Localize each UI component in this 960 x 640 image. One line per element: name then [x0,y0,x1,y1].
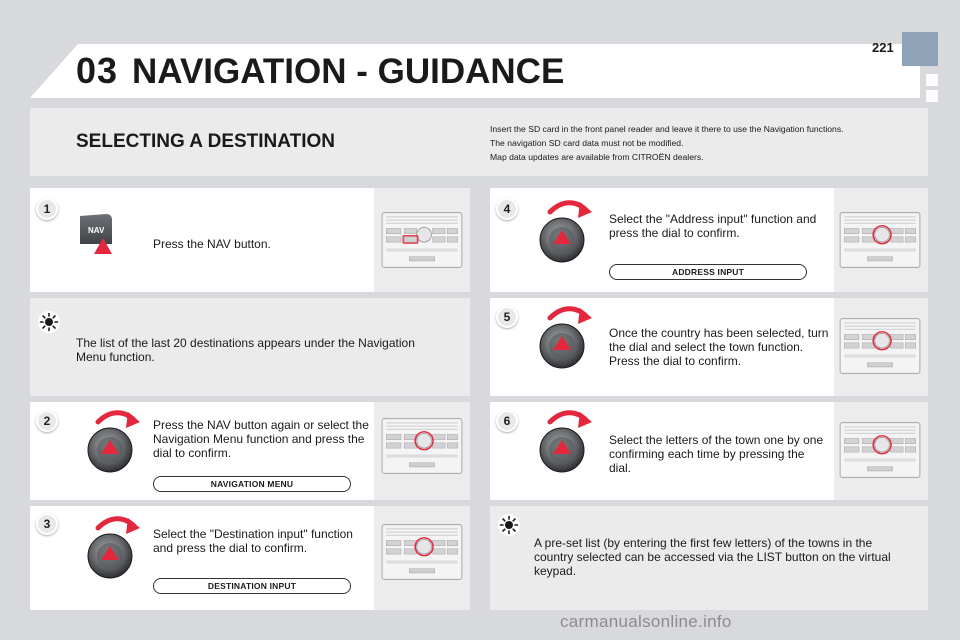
dial-icon [532,198,592,278]
step-1-number: 1 [36,198,58,220]
control-panel-illustration [380,522,464,582]
destination-input-pill: DESTINATION INPUT [153,578,351,594]
step-5-text: Once the country has been selected, turn the dial and select the town function. Press the dial to confirm. [609,326,829,368]
section-title: SELECTING A DESTINATION [76,131,335,152]
step-3-text: Select the "Destination input" function and press the dial to confirm. [153,527,353,555]
tip-2-text: A pre-set list (by entering the first few letters) of the towns in the country selected can be accessed via the LIST button on the virtual keypad. [534,536,891,578]
page-number: 221 [872,40,894,55]
tab-square [926,90,938,102]
step-4-text: Select the "Address input" function and press the dial to confirm. [609,212,817,240]
tab-square [926,74,938,86]
step-3-number: 3 [36,513,58,535]
chapter-number: 03 [76,50,119,91]
control-panel-illustration [838,420,922,480]
step-6-text: Select the letters of the town one by one confirming each time by pressing the dial. [609,433,824,475]
intro-line: Insert the SD card in the front panel reader and leave it there to use the Navigation functions. [490,124,844,134]
dial-icon [532,304,592,384]
lightbulb-icon [38,311,60,333]
control-panel-illustration [380,416,464,476]
lightbulb-icon [498,514,520,536]
dial-icon [532,408,592,488]
step-5-number: 5 [496,306,518,328]
tip-1-text: The list of the last 20 destinations appears under the Navigation Menu function. [76,336,415,364]
intro-line: The navigation SD card data must not be modified. [490,138,684,148]
watermark: carmanualsonline.info [560,612,732,631]
intro-text [490,122,910,164]
step-6-number: 6 [496,410,518,432]
address-input-pill: ADDRESS INPUT [609,264,807,280]
intro-line: Map data updates are available from CITROËN dealers. [490,152,704,162]
step-2-number: 2 [36,410,58,432]
dial-icon [80,514,140,594]
control-panel-illustration [380,210,464,270]
control-panel-illustration [838,210,922,270]
chapter-tab [902,32,938,66]
step-4-number: 4 [496,198,518,220]
step-1-text: Press the NAV button. [153,237,271,251]
control-panel-illustration [838,316,922,376]
nav-button-illustration [76,210,148,274]
dial-icon [80,408,140,488]
chapter-title: NAVIGATION - GUIDANCE [132,52,565,91]
nav-button-label: NAV [88,226,105,235]
step-2-text: Press the NAV button again or select the Navigation Menu function and press the dial to confirm. [153,418,369,460]
navigation-menu-pill: NAVIGATION MENU [153,476,351,492]
